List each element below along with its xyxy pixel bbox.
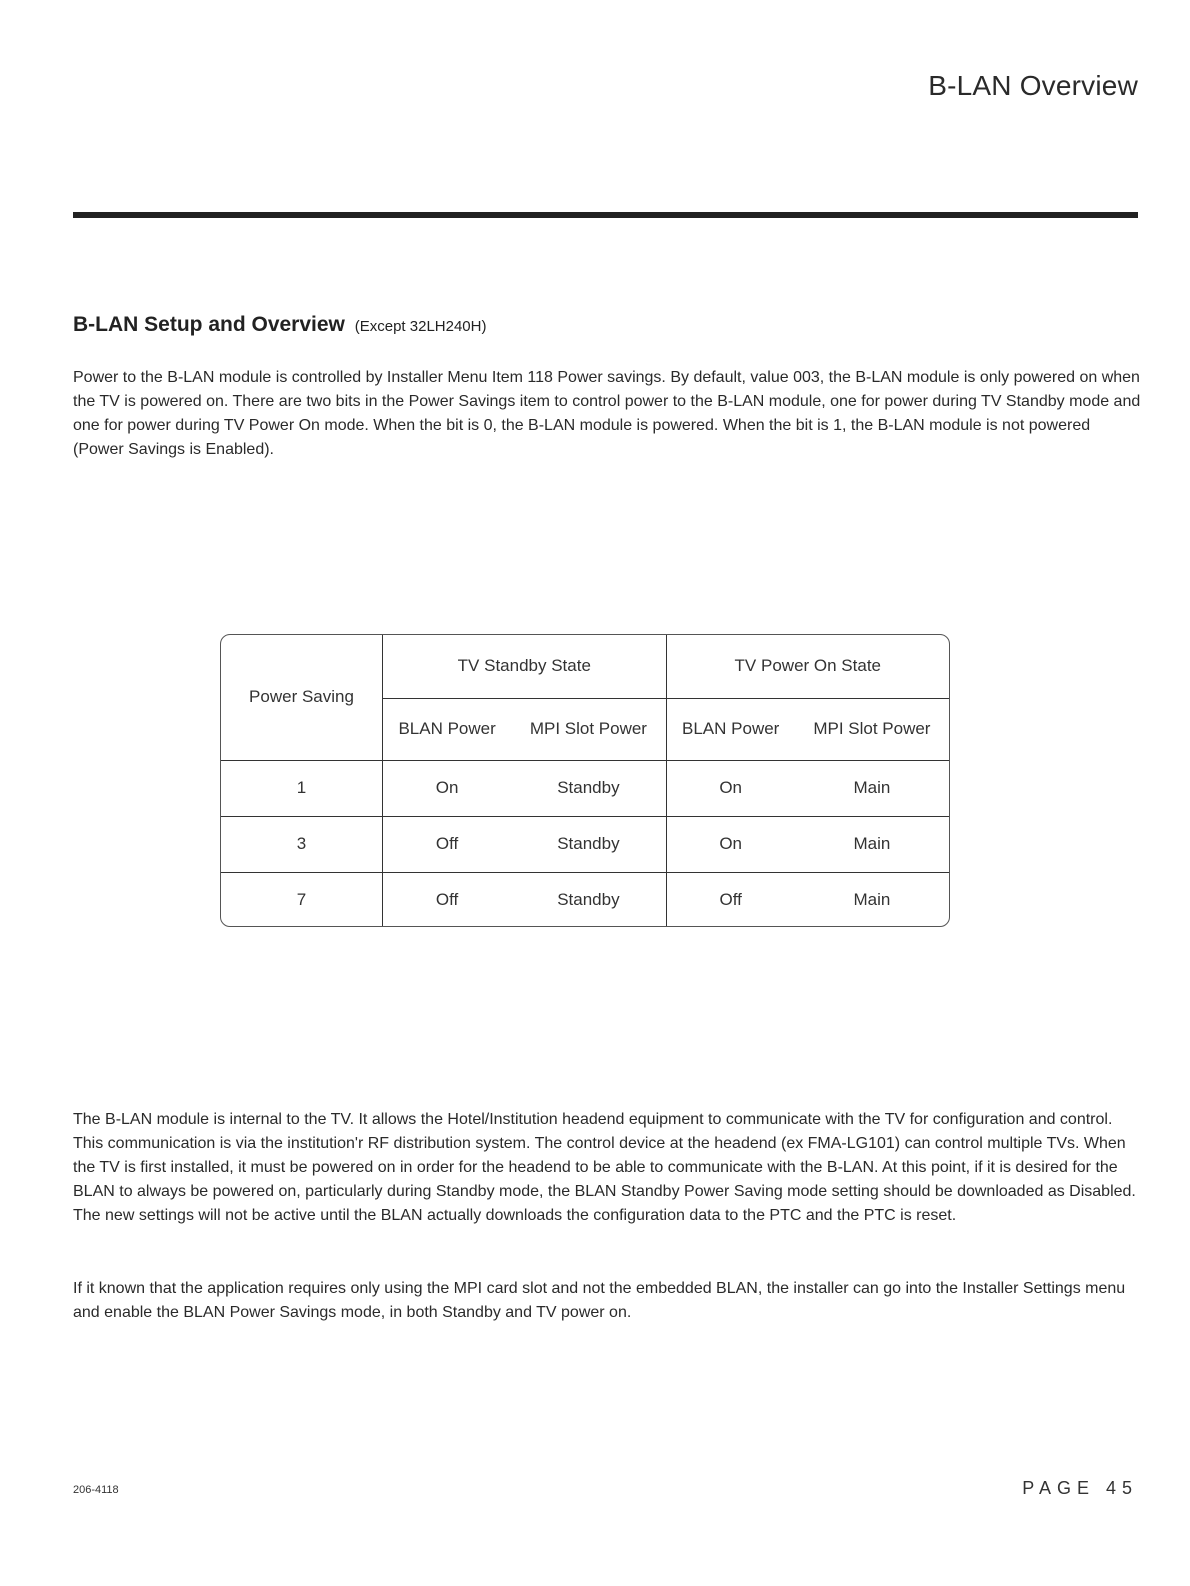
standby-mpi-slot-power: Standby: [511, 816, 666, 872]
standby-mpi-slot-power: Standby: [511, 872, 666, 927]
header-rule: [73, 212, 1138, 218]
poweron-blan-power: On: [666, 760, 795, 816]
mpi-slot-paragraph: If it known that the application requires only using the MPI card slot and not the embedded BLAN, the installer can go into the Installer Settings menu and enable the BLAN Power Savings mode, in both Standby and TV power on.: [73, 1280, 1126, 1321]
group-header-standby: TV Standby State: [383, 635, 667, 698]
subheader-mpi-slot-power: MPI Slot Power: [795, 698, 949, 760]
poweron-blan-power: On: [666, 816, 795, 872]
section-heading: [73, 313, 486, 337]
standby-blan-power: Off: [383, 816, 512, 872]
power-saving-value: 7: [221, 872, 383, 927]
group-header-power-on: TV Power On State: [666, 635, 949, 698]
standby-blan-power: On: [383, 760, 512, 816]
subheader-blan-power: BLAN Power: [383, 698, 512, 760]
section-heading-text: B-LAN Setup and Overview: [73, 313, 345, 336]
page-number: PAGE 45: [1022, 1478, 1138, 1498]
standby-mpi-slot-power: Standby: [511, 760, 666, 816]
blan-module-paragraph: The B-LAN module is internal to the TV. It allows the Hotel/Institution headend equipment to communicate with the TV for configuration and control. This communication is via the institution'r RF distribution system. The control device at the headend (ex FMA-LG101) can control multiple TVs. When the TV is first installed, it must be powered on in order for the headend to be able to communicate with the B-LAN. At this point, if it is desired for the BLAN to always be powered on, particularly during Standby mode, the BLAN Standby Power Saving mode setting should be downloaded as Disabled. The new settings will not be active until the BLAN actually downloads the configuration data to the PTC and the PTC is reset.: [73, 1111, 1136, 1224]
subheader-mpi-slot-power: MPI Slot Power: [511, 698, 666, 760]
table-row: [221, 760, 949, 816]
page-header-title: B-LAN Overview: [928, 70, 1138, 101]
poweron-blan-power: Off: [666, 872, 795, 927]
subheader-blan-power: BLAN Power: [666, 698, 795, 760]
poweron-mpi-slot-power: Main: [795, 760, 949, 816]
document-code: 206-4118: [73, 1484, 119, 1496]
power-saving-value: 1: [221, 760, 383, 816]
table-corner-header: Power Saving: [221, 635, 383, 760]
poweron-mpi-slot-power: Main: [795, 816, 949, 872]
power-saving-value: 3: [221, 816, 383, 872]
table-row: [221, 816, 949, 872]
poweron-mpi-slot-power: Main: [795, 872, 949, 927]
table-row: [221, 872, 949, 927]
power-saving-table: [220, 634, 950, 927]
intro-paragraph: Power to the B-LAN module is controlled by Installer Menu Item 118 Power savings. By default, value 003, the B-LAN module is only powered on when the TV is powered on. There are two bits in the Power Savings item to control power to the B-LAN module, one for power during TV Standby mode and one for power during TV Power On mode. When the bit is 0, the B-LAN module is powered. When the bit is 1, the B-LAN module is not powered (Power Savings is Enabled).: [73, 369, 1141, 458]
section-heading-note: (Except 32LH240H): [354, 318, 487, 335]
standby-blan-power: Off: [383, 872, 512, 927]
